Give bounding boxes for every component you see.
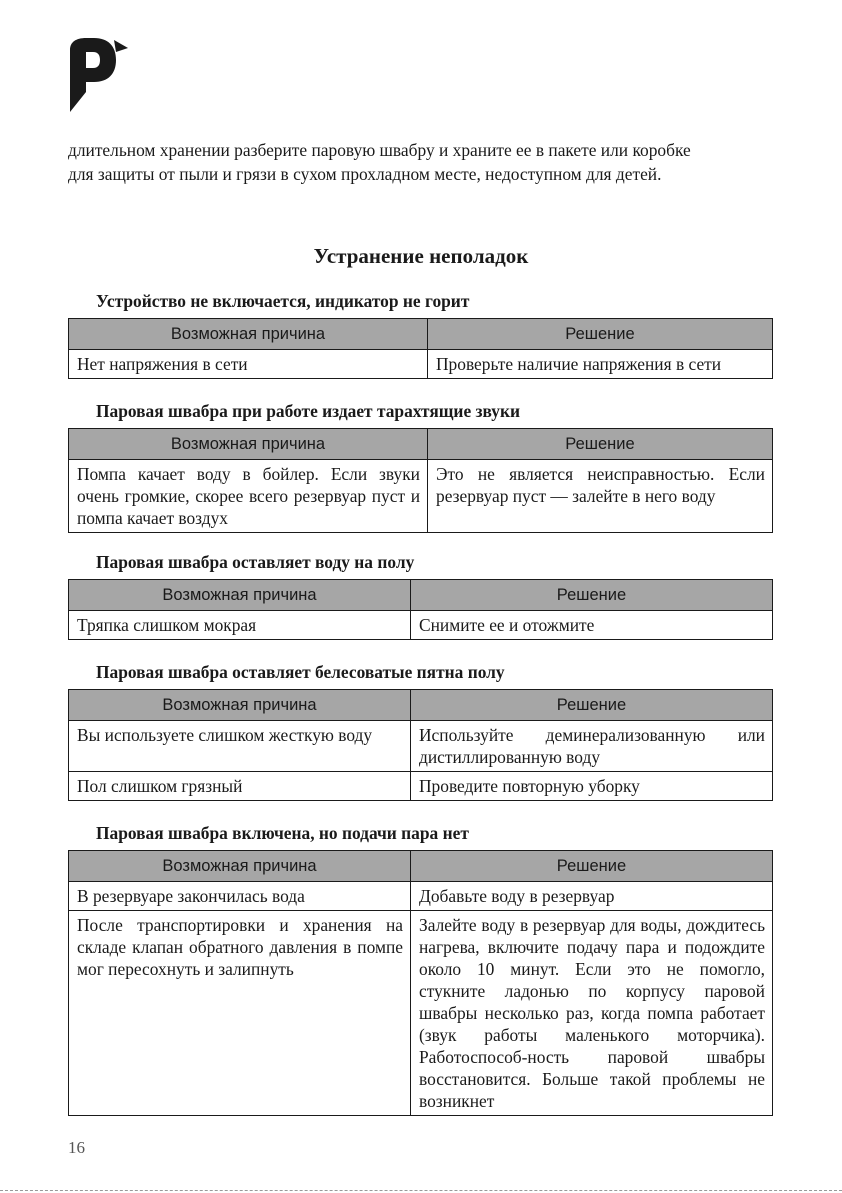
solution-cell: Это не является неисправностью. Если резервуар пуст — залейте в него воду [428, 460, 773, 533]
brand-logo-icon [68, 38, 132, 114]
cause-cell: Пол слишком грязный [69, 772, 411, 801]
troubleshooting-table [68, 850, 773, 1116]
solution-cell: Проверьте наличие напряжения в сети [428, 350, 773, 379]
intro-line: для защиты от пыли и грязи в сухом прохладном месте, недоступном для детей. [68, 164, 662, 184]
section-heading: Паровая швабра при работе издает тарахтящие звуки [96, 401, 521, 421]
table-row [69, 611, 773, 640]
column-header-solution: Решение [411, 690, 773, 721]
cause-cell: После транспортировки и хранения на складе клапан обратного давления в помпе мог пересохнуть и залипнуть [69, 911, 411, 1116]
troubleshooting-section [68, 551, 772, 640]
table-row [69, 350, 773, 379]
table-row [69, 911, 773, 1116]
troubleshooting-table [68, 428, 773, 533]
column-header-cause: Возможная причина [69, 319, 428, 350]
table-row [69, 460, 773, 533]
intro-line: длительном хранении разберите паровую швабру и храните ее в пакете или коробке [68, 140, 691, 160]
cause-cell: Тряпка слишком мокрая [69, 611, 411, 640]
cause-cell: Вы используете слишком жесткую воду [69, 721, 411, 772]
column-header-cause: Возможная причина [69, 580, 411, 611]
troubleshooting-table [68, 579, 773, 640]
cause-cell: Помпа качает воду в бойлер. Если звуки очень громкие, скорее всего резервуар пуст и помпа качает воздух [69, 460, 428, 533]
table-row [69, 721, 773, 772]
solution-cell: Проведите повторную уборку [411, 772, 773, 801]
column-header-cause: Возможная причина [69, 851, 411, 882]
solution-cell: Добавьте воду в резервуар [411, 882, 773, 911]
column-header-solution: Решение [428, 319, 773, 350]
troubleshooting-table [68, 689, 773, 801]
troubleshooting-section [68, 661, 772, 801]
page-number: 16 [68, 1138, 85, 1157]
troubleshooting-table [68, 318, 773, 379]
section-heading: Паровая швабра включена, но подачи пара нет [96, 823, 469, 843]
bottom-divider [0, 1190, 842, 1191]
table-row [69, 772, 773, 801]
column-header-solution: Решение [411, 580, 773, 611]
solution-cell: Используйте деминерализованную или дистиллированную воду [411, 721, 773, 772]
cause-cell: В резервуаре закончилась вода [69, 882, 411, 911]
intro-paragraph [68, 138, 774, 186]
troubleshooting-section [68, 400, 772, 533]
column-header-cause: Возможная причина [69, 429, 428, 460]
cause-cell: Нет напряжения в сети [69, 350, 428, 379]
section-heading: Паровая швабра оставляет белесоватые пятна полу [96, 662, 505, 682]
section-heading: Паровая швабра оставляет воду на полу [96, 552, 415, 572]
solution-cell: Снимите ее и отожмите [411, 611, 773, 640]
page-title: Устранение неполадок [313, 244, 529, 268]
troubleshooting-section [68, 822, 772, 1116]
column-header-solution: Решение [411, 851, 773, 882]
section-heading: Устройство не включается, индикатор не горит [96, 291, 470, 311]
column-header-cause: Возможная причина [69, 690, 411, 721]
table-row [69, 882, 773, 911]
solution-cell: Залейте воду в резервуар для воды, дождитесь нагрева, включите подачу пара и подождите около 10 минут. Если это не помогло, стукните ладонью по корпусу паровой швабры несколько раз, когда помпа работает (звук работы маленького моторчика). Работоспособ-ность паровой швабры восстановится. Больше такой проблемы не возникнет [411, 911, 773, 1116]
column-header-solution: Решение [428, 429, 773, 460]
troubleshooting-section [68, 290, 772, 379]
